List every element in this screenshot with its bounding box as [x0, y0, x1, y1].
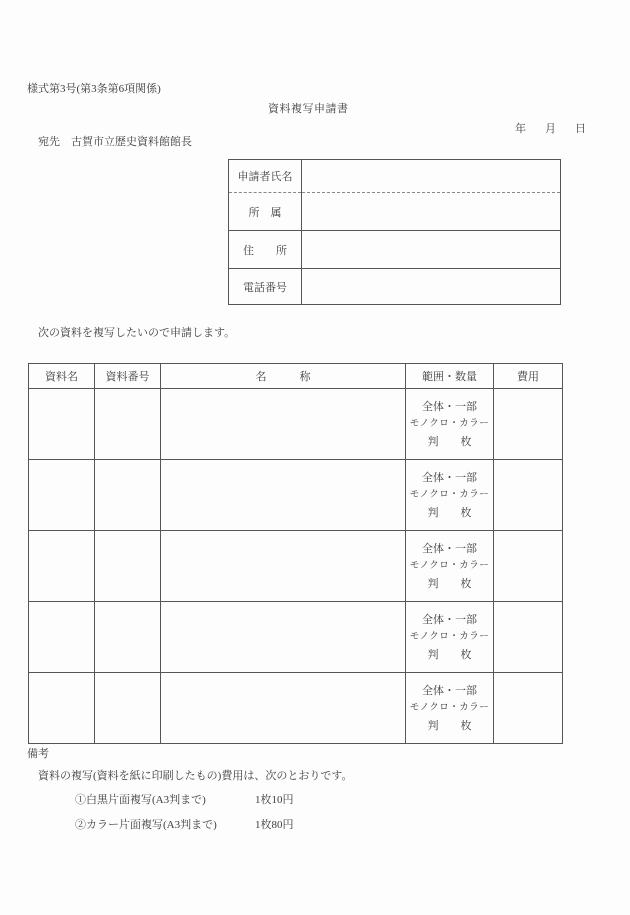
materials-row — [29, 460, 563, 531]
address-field[interactable] — [302, 231, 561, 269]
header-title: 名 称 — [161, 364, 406, 389]
materials-row — [29, 389, 563, 460]
application-statement: 次の資料を複写したいので申請します。 — [38, 327, 236, 339]
range-quantity-cell — [406, 531, 494, 602]
color-mode-options: モノクロ・カラー — [409, 631, 490, 642]
affiliation-label: 所 属 — [229, 193, 302, 231]
header-cost: 費用 — [494, 364, 563, 389]
material-number-field[interactable] — [95, 673, 161, 744]
date-month-label: 月 — [545, 123, 556, 135]
notes-description: 資料の複写(資料を紙に印刷したもの)費用は、次のとおりです。 — [38, 770, 353, 782]
color-mode-options: モノクロ・カラー — [409, 702, 490, 713]
addressee-line — [38, 136, 192, 149]
size-sheets-line: 判 枚 — [427, 435, 472, 448]
size-sheets-line: 判 枚 — [427, 648, 472, 661]
phone-field[interactable] — [302, 269, 561, 305]
material-name-field[interactable] — [29, 602, 95, 673]
size-sheets-line: 判 枚 — [427, 577, 472, 590]
material-number-field[interactable] — [95, 460, 161, 531]
phone-row — [229, 269, 561, 305]
note-item-bw — [75, 794, 294, 807]
size-sheets-line: 判 枚 — [427, 506, 472, 519]
scope-options: 全体・一部 — [422, 613, 477, 626]
material-number-field[interactable] — [95, 602, 161, 673]
applicant-name-label: 申請者氏名 — [229, 160, 302, 193]
note-bw-label: ①白黒片面複写(A3判まで) — [75, 794, 206, 806]
phone-label: 電話番号 — [229, 269, 302, 305]
material-number-field[interactable] — [95, 531, 161, 602]
scope-options: 全体・一部 — [422, 542, 477, 555]
notes-heading: 備考 — [27, 748, 49, 760]
applicant-name-row — [229, 160, 561, 193]
applicant-name-field[interactable] — [302, 160, 561, 193]
title-field[interactable] — [161, 460, 406, 531]
header-material-name: 資料名 — [29, 364, 95, 389]
material-name-field[interactable] — [29, 460, 95, 531]
color-mode-options: モノクロ・カラー — [409, 489, 490, 500]
range-quantity-cell — [406, 673, 494, 744]
title-field[interactable] — [161, 389, 406, 460]
address-row — [229, 231, 561, 269]
material-name-field[interactable] — [29, 531, 95, 602]
scope-options: 全体・一部 — [422, 684, 477, 697]
scope-options: 全体・一部 — [422, 471, 477, 484]
range-quantity-cell — [406, 460, 494, 531]
note-bw-price: 1枚10円 — [255, 794, 294, 806]
materials-row — [29, 673, 563, 744]
color-mode-options: モノクロ・カラー — [409, 418, 490, 429]
header-material-number: 資料番号 — [95, 364, 161, 389]
materials-table — [28, 363, 563, 744]
materials-row — [29, 531, 563, 602]
material-number-field[interactable] — [95, 389, 161, 460]
date-line — [515, 123, 586, 135]
scope-options: 全体・一部 — [422, 400, 477, 413]
size-sheets-line: 判 枚 — [427, 719, 472, 732]
cost-field[interactable] — [494, 460, 563, 531]
range-quantity-cell — [406, 389, 494, 460]
date-year-label: 年 — [515, 123, 526, 135]
cost-field[interactable] — [494, 531, 563, 602]
materials-row — [29, 602, 563, 673]
materials-header-row — [29, 364, 563, 389]
color-mode-options: モノクロ・カラー — [409, 560, 490, 571]
material-name-field[interactable] — [29, 389, 95, 460]
title-field[interactable] — [161, 602, 406, 673]
cost-field[interactable] — [494, 673, 563, 744]
date-day-label: 日 — [575, 123, 586, 135]
cost-field[interactable] — [494, 389, 563, 460]
applicant-info-table — [228, 159, 561, 305]
cost-field[interactable] — [494, 602, 563, 673]
title-field[interactable] — [161, 673, 406, 744]
material-name-field[interactable] — [29, 673, 95, 744]
affiliation-row — [229, 193, 561, 231]
addressee-name: 古賀市立歴史資料館館長 — [71, 136, 192, 148]
affiliation-field[interactable] — [302, 193, 561, 231]
note-color-label: ②カラー片面複写(A3判まで) — [75, 819, 217, 831]
note-color-price: 1枚80円 — [255, 819, 294, 831]
page-title: 資料複写申請書 — [268, 103, 349, 115]
addressee-label: 宛先 — [38, 136, 60, 148]
range-quantity-cell — [406, 602, 494, 673]
form-number: 様式第3号(第3条第6項関係) — [27, 83, 161, 95]
header-range-quantity: 範囲・数量 — [406, 364, 494, 389]
address-label: 住 所 — [229, 231, 302, 269]
note-item-color — [75, 819, 294, 832]
title-field[interactable] — [161, 531, 406, 602]
